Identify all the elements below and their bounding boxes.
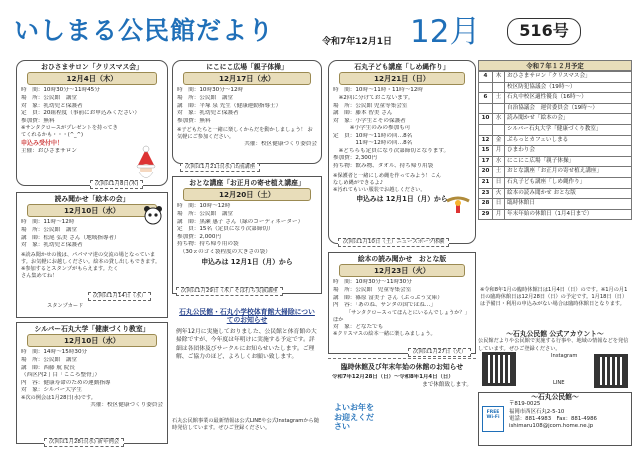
schedule-day: 21 xyxy=(479,177,493,188)
notice-text: 例年12月に実施しておりました、公民館と体育館の大掃除ですが、今年度は年明けに実施する予定です。詳細は各団体及びサークルにお知らせいたします。ご理解、ご協力のほど、よろしくお願い致します。 xyxy=(176,328,317,361)
contact-phone: 電話：881-4983 Fax：881-4986 xyxy=(509,416,597,423)
schedule-row xyxy=(479,103,632,114)
event-line: 時 間：11時～12時 xyxy=(21,219,75,226)
schedule-weekday: 土 xyxy=(493,167,505,178)
event-shimenawa xyxy=(328,60,476,244)
event-line: 講 師：黒瀬 惠子 さん（緑のコーディネーター） xyxy=(177,218,304,225)
event-heading: おひさまサロン「クリスマス会」 xyxy=(41,63,143,71)
event-line: 11時～12時の回…8名 xyxy=(333,140,413,147)
line-label: LINE xyxy=(553,380,565,386)
sns-text: 公民館だよりや公民館で実施する行事や、地域の情報などを発信しています。ぜひご登録ください。 xyxy=(478,338,629,352)
issue-number: 516号 xyxy=(507,18,581,45)
schedule-weekday: 日 xyxy=(493,177,505,188)
next-date-label: 次回は1月27日（火） xyxy=(408,348,471,357)
line-qr[interactable] xyxy=(594,354,628,388)
event-otona xyxy=(328,252,476,354)
sns-footer-note: 石丸公民館事業の最新情報は公式LINEや公式Instagramから随時発信しています。ぜひご登録ください。 xyxy=(172,418,319,432)
schedule-row xyxy=(479,188,632,199)
schedule-event: 石丸子ども講座「しめ縄作り」 xyxy=(505,177,632,188)
schedule-event: おとな講座「お正月の寄せ植え講座」 xyxy=(505,167,632,178)
event-line: 定 員：15名（定員になり次第締切） xyxy=(177,226,274,233)
instagram-qr[interactable] xyxy=(482,352,516,386)
event-line: 定 員：10時～11時の回…8名 xyxy=(333,132,413,139)
next-date-label: 次回は1月14日（水） xyxy=(88,292,151,301)
event-note: ※次の例会は1月28日(水)です。 xyxy=(21,394,96,401)
event-line: （西区内2丁目「こころ整骨」） xyxy=(21,372,101,379)
event-note: ※子どもたちと一緒に楽しくからだを動かしましょう！ お気軽にご参加ください。 xyxy=(177,127,313,141)
schedule-day: 20 xyxy=(479,167,493,178)
closing-heading: 臨時休館及び年末年始の休館のお知らせ xyxy=(340,363,464,371)
apply-text: 申込みは 12月1日（月）から xyxy=(201,258,293,267)
event-date: 12月10日（水） xyxy=(27,334,157,347)
event-heading: 読み聞かせ「絵本の会」 xyxy=(54,195,130,203)
schedule-row xyxy=(479,93,632,104)
schedule-row xyxy=(479,167,632,178)
next-date-label: 次回は1月10日（土）ニュースポーツ体験 xyxy=(338,238,449,247)
event-note: ※クリスマスの絵本一緒に楽しみましょう。 xyxy=(333,331,436,338)
schedule-event: ひまわり会 xyxy=(505,146,632,157)
event-line: 参加費：無料 xyxy=(177,117,211,124)
contact-email[interactable]: ishimaru108@jcom.home.ne.jp xyxy=(509,423,594,430)
schedule-weekday: 日 xyxy=(493,199,505,210)
schedule-table xyxy=(478,71,632,220)
event-line: 定 員：20組程度（事前にお申込みください） xyxy=(21,110,140,117)
schedule-weekday: 月 xyxy=(493,209,505,220)
event-line: 時 間：10時～12時 xyxy=(177,203,231,210)
event-line: 内 容：「あのね、サンタの国ではね…」 xyxy=(333,302,436,309)
contact-heading: ～石丸公民館～ xyxy=(531,393,579,401)
stamp-card-label: スタンプカード xyxy=(47,303,84,309)
event-line: 場 所：公民館 児童等集会室 xyxy=(333,287,412,294)
schedule-event: シルバー石丸大学「健康づくり教室」 xyxy=(505,124,632,135)
schedule-row xyxy=(479,82,632,93)
event-heading: シルバー石丸大学「健康づくり教室」 xyxy=(34,325,150,333)
event-line: 場 所：公民館 講堂 xyxy=(177,211,233,218)
schedule-note: ※令和8年1月の臨時休館日は1月4日（日）のです。※1月の月1日の臨時休館日は12月28日（日）の予定です。1月18日（日）は予備日・利用の申込みがない場合は臨時休館日となります。 xyxy=(480,287,628,308)
schedule-event: 臨時休館日 xyxy=(505,199,632,210)
event-date: 12月17日（水） xyxy=(183,72,311,85)
page-title: いしまる公民館だより xyxy=(14,16,275,45)
next-date-label: 次回は1月28日(水) 新年例会 xyxy=(44,438,124,447)
event-host: 主催：おひさまサロン xyxy=(21,147,77,154)
event-line: 対 象：どなたでも xyxy=(333,323,384,330)
schedule-day: 4 xyxy=(479,72,493,83)
event-date: 12月21日（日） xyxy=(339,72,465,85)
schedule-day: 15 xyxy=(479,146,493,157)
closing-notice xyxy=(328,358,476,444)
apply-text: 申込み受付中！ xyxy=(21,140,64,148)
event-line: 講 師：篠原 富美子 さん（ぷっぷう文庫） xyxy=(333,294,443,301)
event-line: 「サンタクロースってほんとにいるんでしょうか？」ほか xyxy=(333,309,470,323)
panda-icon xyxy=(143,205,163,225)
schedule-day: 10 xyxy=(479,114,493,125)
schedule-row xyxy=(479,72,632,83)
schedule-day: 17 xyxy=(479,156,493,167)
schedule-day: 29 xyxy=(479,209,493,220)
event-note: ※保護者と一緒にしめ縄を作ってみよう！こんなしめ縄ができるよ♪ xyxy=(333,172,442,186)
schedule-event: 石丸中校区適性優良（16時～） xyxy=(505,93,632,104)
schedule-event: 絵本の読み聞かせ おとな版 xyxy=(505,188,632,199)
event-host: 共催：校区健康づくり委員会 xyxy=(244,141,317,148)
schedule-event: 自治協議会 運営委員会（19時～） xyxy=(505,103,632,114)
event-line: 時 間：10時30分～11時45分 xyxy=(21,87,100,94)
schedule-row xyxy=(479,177,632,188)
schedule-event: にこにこ広場「親子体操」 xyxy=(505,156,632,167)
event-note: ※参加するとスタンプがもらえます。たくさん集めてね！ xyxy=(21,265,119,279)
event-line: 場 所：公民館 講堂 xyxy=(21,357,77,364)
notice-heading: 石丸公民館・石丸小学校体育館大掃除についてのお知らせ xyxy=(179,308,315,325)
schedule-event: ぷらっとカフェいしまる xyxy=(505,135,632,146)
event-date: 12月4日（木） xyxy=(27,72,157,85)
schedule-weekday: 月 xyxy=(493,146,505,157)
event-heading: おとな講座「お正月の寄せ植え講座」 xyxy=(189,179,305,187)
schedule-row xyxy=(479,124,632,135)
schedule-day xyxy=(479,124,493,135)
schedule-day: 12 xyxy=(479,135,493,146)
event-line: ※2回に分けておこないます。 xyxy=(333,95,414,102)
event-line: 場 所：公民館 講堂 xyxy=(177,95,233,102)
event-line: 対 象：小学生とその保護者 xyxy=(333,117,406,124)
event-line: 対 象：シルバー大学生 xyxy=(21,387,82,394)
notice-cleaning xyxy=(172,306,322,416)
schedule-weekday: 水 xyxy=(493,156,505,167)
event-niconico xyxy=(172,60,322,164)
schedule-event: おひさまサロン「クリスマス会」 xyxy=(505,72,632,83)
event-date: 12月23日（火） xyxy=(339,264,465,277)
event-note: ※サンタクロースがプレゼントを持ってきてくれるかも・・・(^_^) xyxy=(21,125,118,139)
wifi-label: FREE Wi-Fi xyxy=(486,410,500,421)
event-line: 時 間：10時30分～12時 xyxy=(177,87,244,94)
schedule-heading: 令和７年１２月予定 xyxy=(478,60,632,71)
schedule-event: 読み聞かせ「絵本の会」 xyxy=(505,114,632,125)
event-date: 12月20日（土） xyxy=(183,188,311,201)
schedule-row xyxy=(479,135,632,146)
schedule-event: 年末年始の休館日（1月4日まで） xyxy=(505,209,632,220)
event-heading: 石丸子ども講座「しめ縄作り」 xyxy=(354,63,450,71)
schedule-row xyxy=(479,209,632,220)
event-line: （30ｚのゴミ袋程度の大きさの袋） xyxy=(177,248,271,255)
event-newyear xyxy=(172,176,322,294)
event-line: 時 間：10時～11時・11時～12時 xyxy=(333,87,424,94)
apply-text: 申込みは 12月1日（月）から xyxy=(356,194,448,203)
closing-greeting: よいお年をお迎えください xyxy=(334,403,374,432)
event-line: 内 容：健康寿命のための運動指導 xyxy=(21,379,111,386)
schedule-day xyxy=(479,103,493,114)
event-line: 持ち物：飲み物、タオル、持ち帰り用袋 xyxy=(333,162,434,169)
schedule-event: 校区防犯協議会（19時～） xyxy=(505,82,632,93)
event-line: 対 象：乳幼児と保護者 xyxy=(21,242,83,249)
closing-suffix: まで休館致します。 xyxy=(422,381,472,388)
schedule-row xyxy=(479,156,632,167)
schedule-day: 28 xyxy=(479,199,493,210)
closing-dates: 令和7年12月28日（日）～令和8年1月4日（日） xyxy=(332,374,454,381)
event-line: 講 師：西藤 航 院長 xyxy=(21,364,75,371)
event-heading: にこにこ広場「親子体操」 xyxy=(206,63,288,71)
schedule-row xyxy=(479,114,632,125)
sns-heading: ～石丸公民館 公式アカウント～ xyxy=(506,330,604,338)
event-heading: 絵本の読み聞かせ おとな版 xyxy=(357,255,447,263)
event-line: 講 師：藤本 智美 さん xyxy=(333,110,393,117)
schedule-weekday: 木 xyxy=(493,72,505,83)
instagram-label: Instagram xyxy=(551,353,578,359)
schedule-weekday: 土 xyxy=(493,93,505,104)
event-line: 持ち物：持ち帰り用の袋 xyxy=(177,241,239,248)
event-line: 参加費：2,000円 xyxy=(177,233,221,240)
event-note: ※読み聞かせの後は、パパママ達の交流の場となっています。お気軽にお越しください。絵本の貸し出しもできます。 xyxy=(21,251,161,265)
event-line: 場 所：公民館 講堂 xyxy=(21,95,77,102)
santa-icon xyxy=(129,145,163,181)
shimenawa-icon xyxy=(445,193,471,215)
event-date: 12月10日（水） xyxy=(27,204,157,217)
contact-address: 福岡市西区石丸2-5-10 xyxy=(509,408,565,415)
schedule-weekday: 金 xyxy=(493,135,505,146)
event-line: 場 所：公民館 講堂 xyxy=(21,227,77,234)
event-line: 時 間：14時～15時30分 xyxy=(21,349,88,356)
event-note: ※汚れてもいい服装でお越しください。 xyxy=(333,186,426,193)
next-date-label: 次回は1月8日(木) xyxy=(90,180,143,189)
schedule-day xyxy=(479,82,493,93)
event-line: 場 所：公民館 児童等集会室 xyxy=(333,102,408,109)
schedule-day: 23 xyxy=(479,188,493,199)
event-line: 講 師：平塚 泉 先生（健康運動指導士） xyxy=(177,102,282,109)
event-line: 講 師：松尾 弘美 さん（地域指導者） xyxy=(21,234,120,241)
schedule-day: 6 xyxy=(479,93,493,104)
contact-box xyxy=(478,392,632,446)
schedule-weekday xyxy=(493,103,505,114)
schedule-weekday xyxy=(493,82,505,93)
event-line: 対 象：乳幼児と保護者 xyxy=(21,102,83,109)
schedule-weekday: 火 xyxy=(493,188,505,199)
contact-postal: 〒819-0025 xyxy=(509,401,541,408)
wifi-badge xyxy=(482,406,504,432)
month-label: 12月 xyxy=(410,14,481,50)
event-line: 参加費：無料 xyxy=(21,117,55,124)
event-line: ※小学生のみの参加も可 xyxy=(333,125,411,132)
event-line: 時 間：10時30分～11時30分 xyxy=(333,279,412,286)
event-line: ※どちらも定員になり次第締切となります。 xyxy=(333,147,450,154)
schedule-row xyxy=(479,146,632,157)
schedule-weekday: 水 xyxy=(493,114,505,125)
next-date-label: 次回は1月21日(水) 出前講座 xyxy=(180,163,260,172)
schedule-row xyxy=(479,199,632,210)
event-christmas xyxy=(16,60,168,186)
next-date-label: 次回は1月29日（木）そば打ち実演講座 xyxy=(176,287,283,296)
event-silver xyxy=(16,322,168,444)
schedule-weekday xyxy=(493,124,505,135)
event-host: 共催：校区健康づくり委員会 xyxy=(90,401,163,408)
event-line: 対 象：乳幼児と保護者 xyxy=(177,110,239,117)
issue-date: 令和7年12月1日 xyxy=(322,37,393,47)
event-line: 参加費：2,300円 xyxy=(333,155,377,162)
